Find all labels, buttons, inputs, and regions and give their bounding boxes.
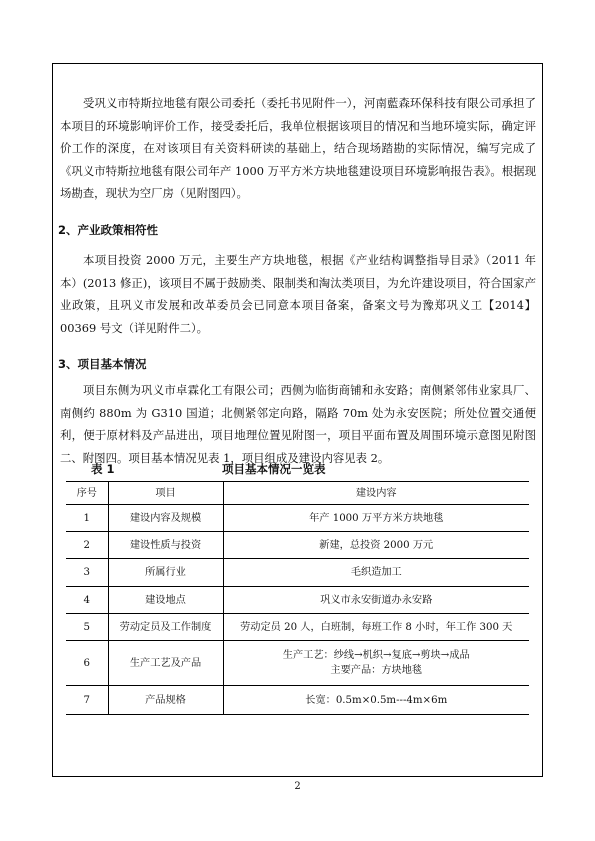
row-item: 所属行业 [108, 559, 223, 587]
section-3-heading: 3、项目基本情况 [58, 357, 147, 371]
page-number: 2 [294, 781, 301, 792]
row-item: 产品规格 [108, 686, 223, 715]
section-2-heading: 2、产业政策相符性 [58, 223, 159, 237]
table-row [66, 686, 529, 715]
row-content: 新建，总投资 2000 万元 [223, 532, 529, 559]
header-content: 建设内容 [223, 482, 529, 505]
row-content [223, 641, 529, 686]
table-number: 表 1 [91, 462, 115, 476]
row-content: 年产 1000 万平方米方块地毯 [223, 505, 529, 532]
table-row [66, 614, 529, 641]
row-content-line-1: 生产工艺：纱线→机织→复底→剪块→成品 [282, 650, 470, 661]
row-no: 6 [66, 641, 108, 686]
intro-paragraph: 受巩义市特斯拉地毯有限公司委托（委托书见附件一），河南藍森环保科技有限公司承担了本项目的环境影响评价工作，接受委托后，我单位根据该项目的情况和当地环境实际，确定评价工作的深度，在对该项目有关资料研读的基础上，结合现场踏勘的实际情况，编写完成了《巩义市特斯拉地毯有限公司年产 1000 万平方米方块地毯建设项目环境影响报告表》。根据现场勘查，现状为空厂房（见附图四）。 [60, 96, 536, 200]
section-3-paragraph: 项目东侧为巩义市卓霖化工有限公司；西侧为临街商铺和永安路；南侧紧邻伟业家具厂、南侧约 880m 为 G310 国道；北侧紧邻定向路，隔路 70m 处为永安医院；所处位置交通便利，便于原材料及产品进出，项目地理位置见附图一，项目平面布置及周围环境示意图见附图二、附图四。项目基本情况见表 1，项目组成及建设内容见表 2。 [60, 383, 536, 465]
table-row [66, 532, 529, 559]
project-info-table [66, 481, 529, 715]
table-row [66, 559, 529, 587]
table-row [66, 641, 529, 686]
table-header-row [66, 482, 529, 505]
row-no: 1 [66, 505, 108, 532]
row-item: 劳动定员及工作制度 [108, 614, 223, 641]
table-row [66, 587, 529, 614]
row-item: 建设地点 [108, 587, 223, 614]
row-no: 4 [66, 587, 108, 614]
row-content: 长宽：0.5m×0.5m---4m×6m [223, 686, 529, 715]
header-no: 序号 [66, 482, 108, 505]
row-no: 2 [66, 532, 108, 559]
section-2-paragraph: 本项目投资 2000 万元，主要生产方块地毯，根据《产业结构调整指导目录》（2011 年本）(2013 修正)，该项目不属于鼓励类、限制类和淘汰类项目，为允许建设项目，符合国家产业政策，且巩义市发展和改革委员会已同意本项目备案，备案文号为豫郑巩义工【2014】00369 号文（详见附件二）。 [60, 253, 536, 335]
row-no: 7 [66, 686, 108, 715]
row-item: 建设性质与投资 [108, 532, 223, 559]
row-item: 生产工艺及产品 [108, 641, 223, 686]
row-content: 毛织造加工 [223, 559, 529, 587]
row-no: 3 [66, 559, 108, 587]
row-content: 巩义市永安街道办永安路 [223, 587, 529, 614]
row-content-line-2: 主要产品：方块地毯 [330, 665, 423, 676]
row-item: 建设内容及规模 [108, 505, 223, 532]
table-row [66, 505, 529, 532]
table-title: 项目基本情况一览表 [222, 462, 326, 476]
row-content: 劳动定员 20 人，白班制，每班工作 8 小时，年工作 300 天 [223, 614, 529, 641]
row-no: 5 [66, 614, 108, 641]
header-item: 项目 [108, 482, 223, 505]
